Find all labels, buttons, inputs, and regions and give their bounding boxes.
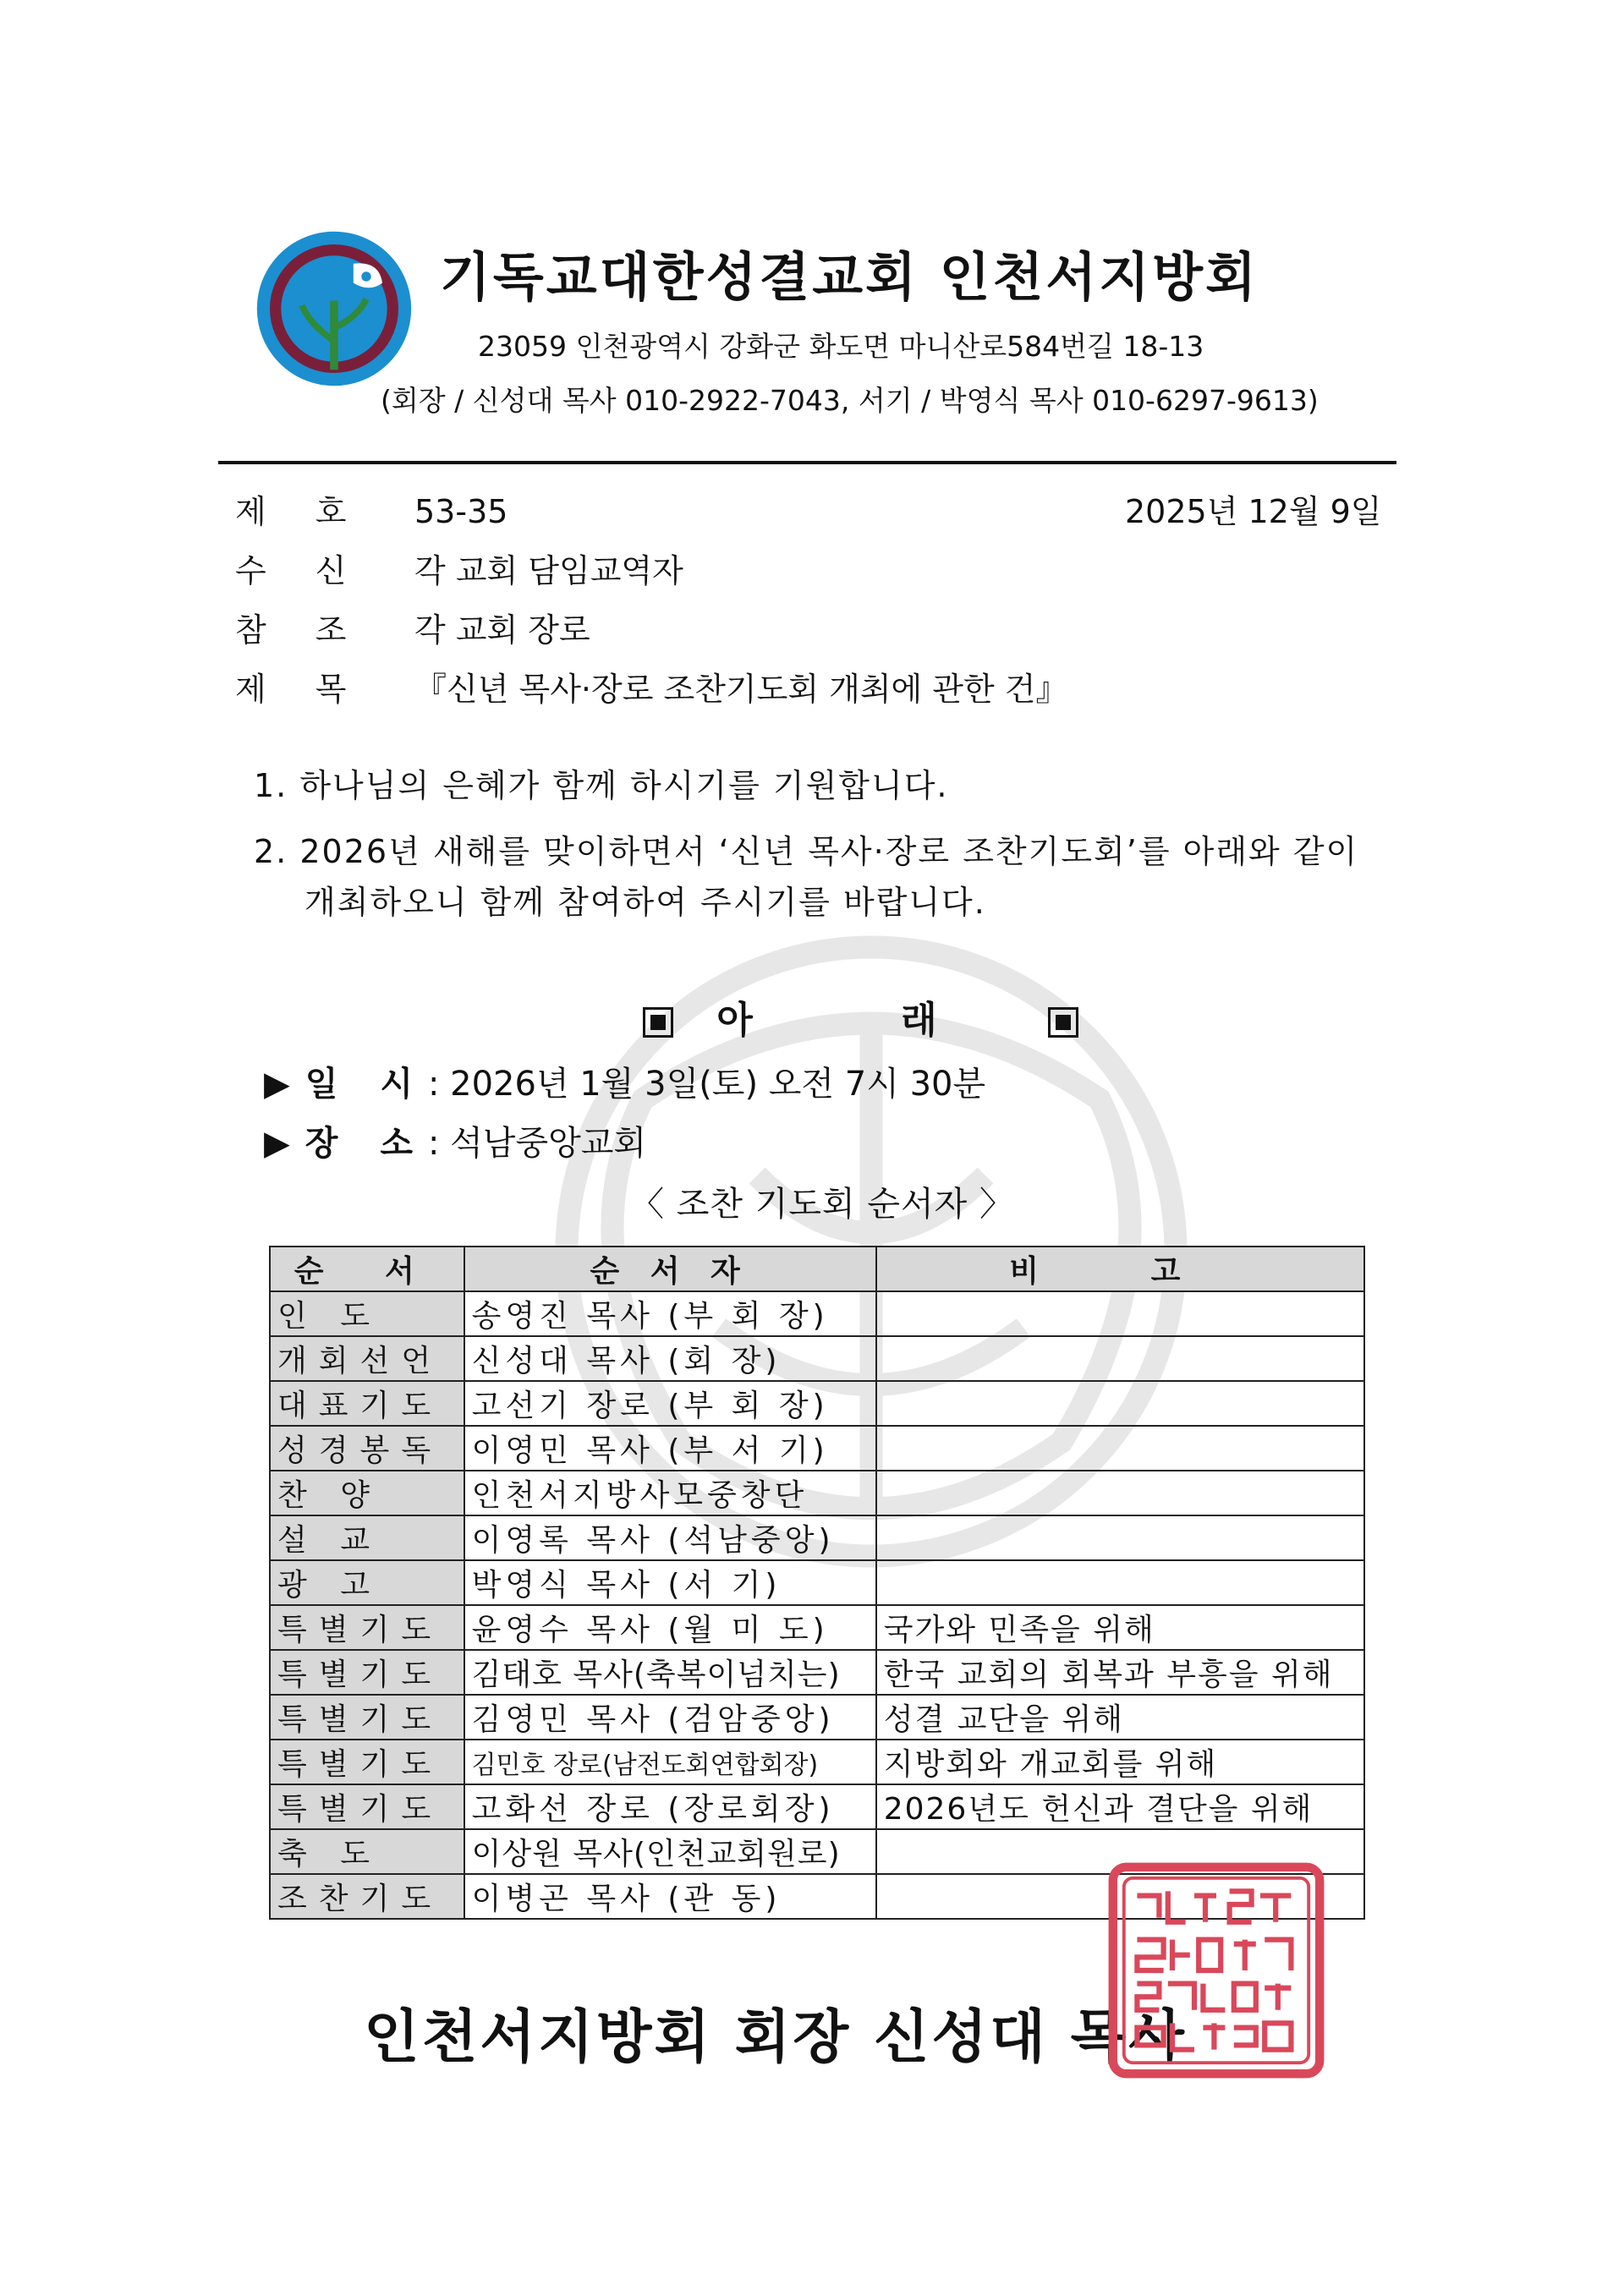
- person-cell: 송영진 목사 (부 회 장): [464, 1291, 876, 1336]
- program-table: [269, 1246, 1365, 1920]
- datetime-label: ▶일 시: [264, 1065, 428, 1104]
- square-bullet-icon: [1048, 1007, 1078, 1038]
- table-row: [270, 1381, 1364, 1426]
- reference-row: [235, 604, 590, 650]
- place-row: [264, 1116, 646, 1164]
- person-cell: 김태호 목사(축복이넘치는): [464, 1650, 876, 1695]
- table-row: [270, 1605, 1364, 1650]
- column-header-order: 순 서: [270, 1247, 464, 1291]
- order-cell: 특별기도: [270, 1784, 464, 1829]
- order-cell: 특별기도: [270, 1740, 464, 1784]
- order-cell: 성경봉독: [270, 1426, 464, 1471]
- subject: 『신년 목사·장로 조찬기도회 개최에 관한 건』: [414, 671, 1068, 708]
- order-cell: 축 도: [270, 1829, 464, 1874]
- note-cell: 지방회와 개교회를 위해: [876, 1740, 1364, 1784]
- note-cell: 국가와 민족을 위해: [876, 1605, 1364, 1650]
- paragraph-1: 1. 하나님의 은혜가 함께 하시기를 기원합니다.: [254, 767, 949, 804]
- note-cell: 2026년도 헌신과 결단을 위해: [876, 1784, 1364, 1829]
- order-cell: 특별기도: [270, 1695, 464, 1740]
- recipient-label: 수신: [235, 552, 396, 589]
- paragraph-2-line-2: 개최하오니 함께 참여하여 주시기를 바랍니다.: [304, 884, 986, 921]
- person-cell: 고선기 장로 (부 회 장): [464, 1381, 876, 1426]
- table-row: [270, 1650, 1364, 1695]
- order-cell: 개회선언: [270, 1336, 464, 1381]
- program-table-title: 〈 조찬 기도회 순서자 〉: [630, 1185, 1014, 1224]
- order-cell: 설 교: [270, 1515, 464, 1560]
- table-row: [270, 1426, 1364, 1471]
- table-row: [270, 1740, 1364, 1784]
- square-bullet-icon: [643, 1007, 673, 1038]
- note-cell: [876, 1291, 1364, 1336]
- note-cell: 한국 교회의 회복과 부흥을 위해: [876, 1650, 1364, 1695]
- datetime-row: [264, 1057, 985, 1105]
- order-cell: 인 도: [270, 1291, 464, 1336]
- person-cell: 이영민 목사 (부 서 기): [464, 1426, 876, 1471]
- table-row: [270, 1336, 1364, 1381]
- order-cell: 특별기도: [270, 1650, 464, 1695]
- person-cell: 이영록 목사 (석남중앙): [464, 1515, 876, 1560]
- recipient: 각 교회 담임교역자: [414, 552, 683, 589]
- person-cell: 신성대 목사 (회 장): [464, 1336, 876, 1381]
- note-cell: [876, 1515, 1364, 1560]
- organization-name: 기독교대한성결교회 인천서지방회: [440, 246, 1259, 308]
- organization-address: 23059 인천광역시 강화군 화도면 마니산로584번길 18-13: [478, 330, 1204, 363]
- table-row: [270, 1291, 1364, 1336]
- note-cell: [876, 1336, 1364, 1381]
- reference: 각 교회 장로: [414, 611, 590, 649]
- person-cell: 김민호 장로(남전도회연합회장): [464, 1740, 876, 1784]
- place-label: ▶장 소: [264, 1124, 428, 1163]
- column-header-person: 순 서 자: [464, 1247, 876, 1291]
- datetime-value: : 2026년 1월 3일(토) 오전 7시 30분: [427, 1065, 986, 1104]
- recipient-row: [235, 545, 683, 591]
- person-cell: 윤영수 목사 (월 미 도): [464, 1605, 876, 1650]
- official-seal-stamp: [1106, 1860, 1326, 2080]
- column-header-note: 비 고: [876, 1247, 1364, 1291]
- note-cell: [876, 1426, 1364, 1471]
- organization-contact: (회장 / 신성대 목사 010-2922-7043, 서기 / 박영식 목사 010-6297-9613): [381, 384, 1319, 417]
- subject-row: [235, 663, 1068, 710]
- table-row: [270, 1515, 1364, 1560]
- place-value: : 석남중앙교회: [427, 1124, 646, 1163]
- reference-label: 참조: [235, 611, 396, 649]
- order-cell: 특별기도: [270, 1605, 464, 1650]
- denomination-logo: [254, 228, 414, 389]
- signature-line: 인천서지방회 회장 신성대 목사: [364, 2004, 1187, 2071]
- doc-date: 2025년 12월 9일: [1125, 493, 1382, 530]
- header-divider: [218, 461, 1396, 464]
- notice-heading: [643, 989, 1078, 1044]
- note-cell: [876, 1560, 1364, 1605]
- person-cell: 김영민 목사 (검암중앙): [464, 1695, 876, 1740]
- person-cell: 박영식 목사 (서 기): [464, 1560, 876, 1605]
- note-cell: [876, 1471, 1364, 1515]
- note-cell: 성결 교단을 위해: [876, 1695, 1364, 1740]
- notice-title: 아 래: [716, 999, 1005, 1042]
- doc-number: 53-35: [414, 493, 508, 530]
- person-cell: 고화선 장로 (장로회장): [464, 1784, 876, 1829]
- note-cell: [876, 1381, 1364, 1426]
- doc-number-label: 제호: [235, 493, 396, 530]
- order-cell: 찬 양: [270, 1471, 464, 1515]
- person-cell: 이병곤 목사 (관 동): [464, 1874, 876, 1919]
- doc-number-row: [235, 485, 508, 532]
- person-cell: 이상원 목사(인천교회원로): [464, 1829, 876, 1874]
- subject-label: 제목: [235, 671, 396, 708]
- table-row: [270, 1471, 1364, 1515]
- person-cell: 인천서지방사모중창단: [464, 1471, 876, 1515]
- table-row: [270, 1784, 1364, 1829]
- paragraph-2-line-1: 2. 2026년 새해를 맞이하면서 ‘신년 목사·장로 조찬기도회’를 아래와 같이: [254, 833, 1359, 870]
- table-header-row: [270, 1247, 1364, 1291]
- table-row: [270, 1560, 1364, 1605]
- order-cell: 대표기도: [270, 1381, 464, 1426]
- table-row: [270, 1695, 1364, 1740]
- order-cell: 광 고: [270, 1560, 464, 1605]
- order-cell: 조찬기도: [270, 1874, 464, 1919]
